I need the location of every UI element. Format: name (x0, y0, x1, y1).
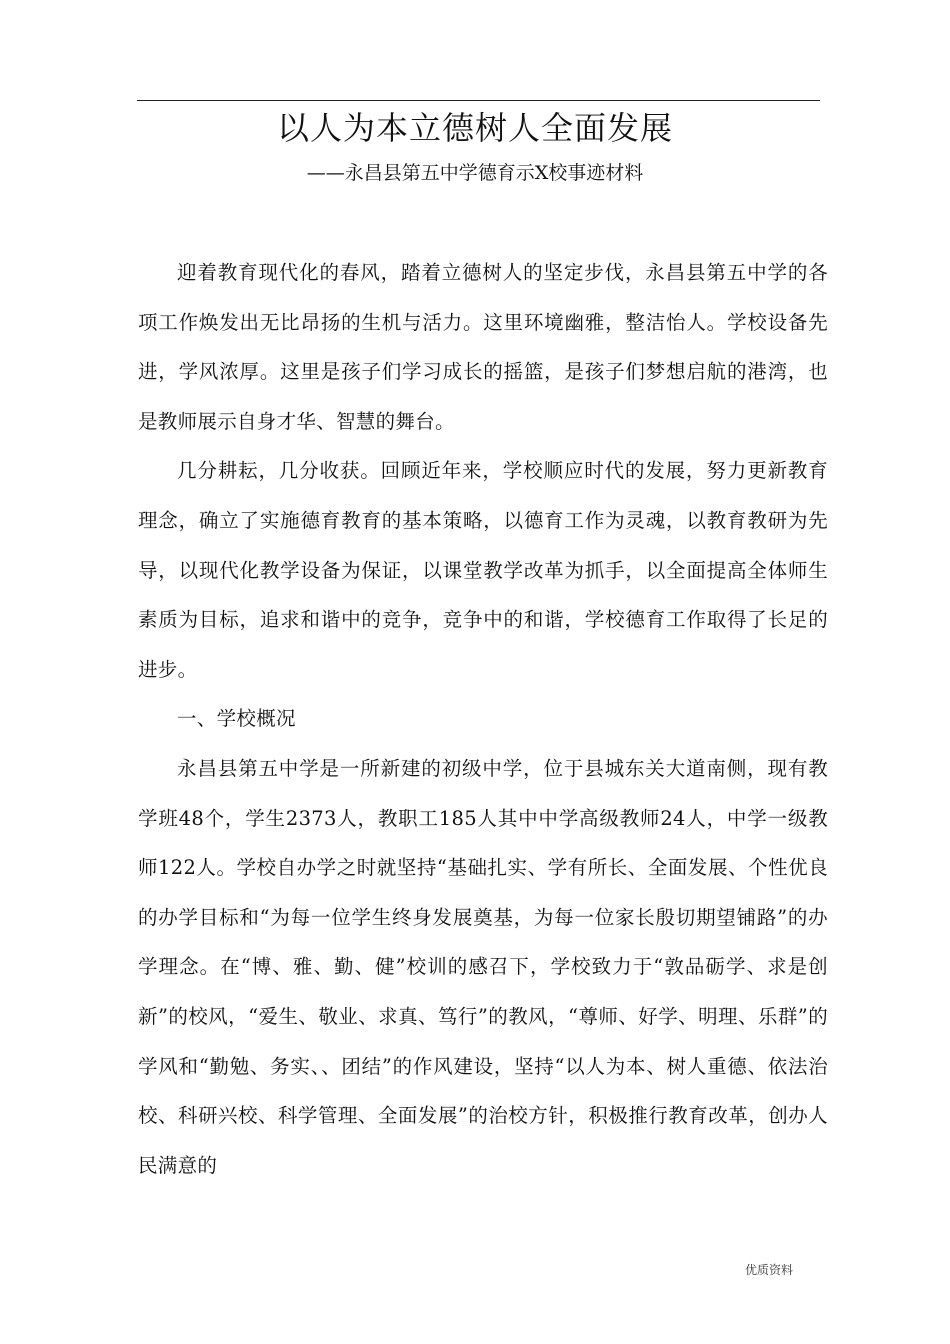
document-body (138, 248, 828, 1190)
paragraph-intro: 迎着教育现代化的春风，踏着立德树人的坚定步伐，永昌县第五中学的各项工作焕发出无比昂扬的生机与活力。这里环境幽雅，整洁怡人。学校设备先进，学风浓厚。这里是孩子们学习成长的摇篮，是孩子们梦想启航的港湾，也是教师展示自身才华、智慧的舞台。 (138, 261, 828, 433)
paragraph-achievements: 几分耕耘，几分收获。回顾近年来，学校顺应时代的发展，努力更新教育理念，确立了实施德育教育的基本策略，以德育工作为灵魂，以教育教研为先导，以现代化教学设备为保证，以课堂教学改革为抓手，以全面提高全体师生素质为目标，追求和谐中的竞争，竞争中的和谐，学校德育工作取得了长足的进步。 (138, 459, 828, 681)
paragraph-overview: 永昌县第五中学是一所新建的初级中学，位于县城东关大道南侧，现有教学班48个，学生2373人，教职工185人其中中学高级教师24人，中学一级教师122人。学校自办学之时就坚持“基础扎实、学有所长、全面发展、个性优良的办学目标和“为每一位学生终身发展奠基，为每一位家长殷切期望铺路”的办学理念。在“博、雅、勤、健”校训的感召下，学校致力于“敦品砺学、求是创新”的校风，“爱生、敬业、求真、笃行”的教风，“尊师、好学、明理、乐群”的学风和“勤勉、务实、、团结”的作风建设，坚持“以人为本、树人重德、依法治校、科研兴校、科学管理、全面发展”的治校方针，积极推行教育改革，创办人民满意的 (138, 756, 828, 1177)
section-heading-overview: 一、学校概况 (177, 707, 296, 731)
header-rule (137, 100, 820, 101)
document-subtitle: ——永昌县第五中学德育示X校事迹材料 (306, 162, 644, 184)
document-title: 以人为本立德树人全面发展 (276, 109, 673, 147)
footer-note: 优质资料 (745, 1263, 794, 1277)
